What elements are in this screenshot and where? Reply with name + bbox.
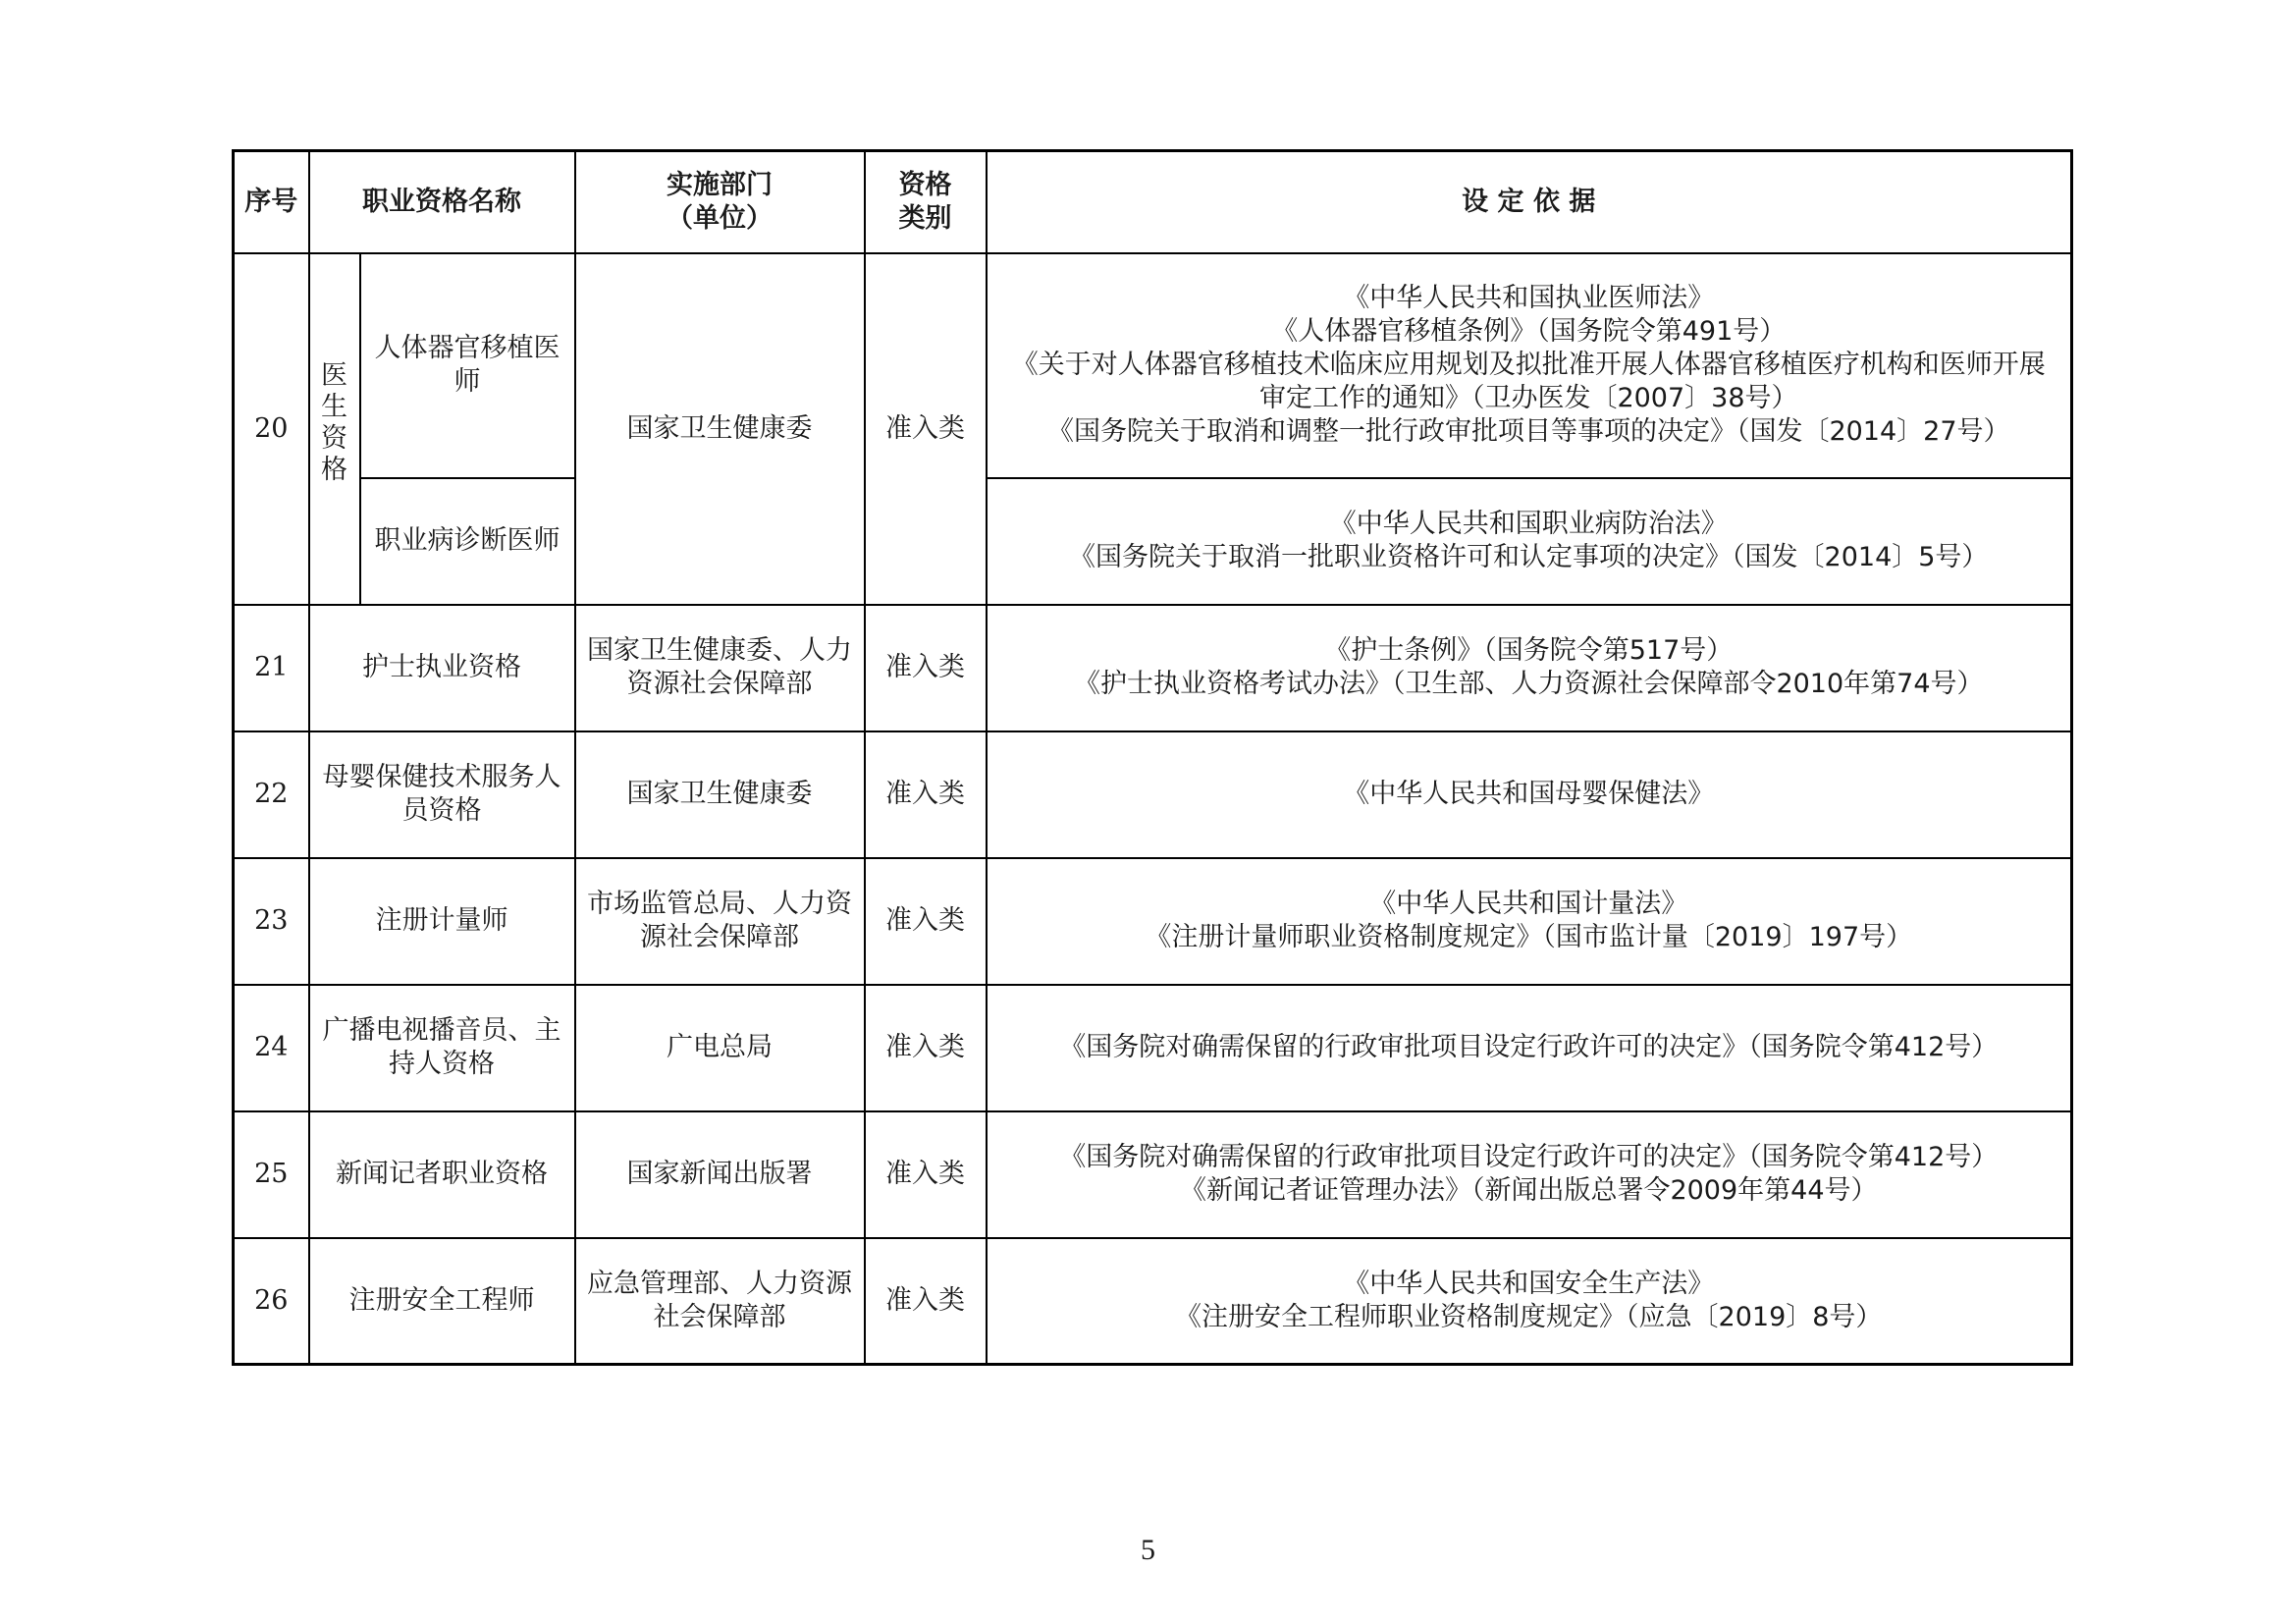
seq-cell: 20 [234, 253, 309, 605]
table-row [234, 858, 2072, 985]
basis-cell: 《国务院对确需保留的行政审批项目设定行政许可的决定》（国务院令第412号） 《新闻记者证管理办法》（新闻出版总署令2009年第44号） [987, 1111, 2072, 1238]
basis-cell: 《中华人民共和国执业医师法》 《人体器官移植条例》（国务院令第491号） 《关于对人体器官移植技术临床应用规划及拟批准开展人体器官移植医疗机构和医师开展 审定工作的通知》（卫办医发〔2007〕38号） 《国务院关于取消和调整一批行政审批项目等事项的决定》（国发〔2014〕27号） [987, 253, 2072, 478]
header-dept-line2: （单位） [667, 202, 773, 234]
header-category [865, 151, 987, 253]
header-basis: 设 定 依 据 [987, 151, 2072, 253]
qualification-table [232, 149, 2073, 1366]
name-cell: 职业病诊断医师 [360, 478, 575, 605]
seq-cell: 24 [234, 985, 309, 1111]
basis-cell: 《中华人民共和国母婴保健法》 [987, 731, 2072, 858]
header-cat-line2: 类别 [898, 202, 952, 234]
name-cell: 人体器官移植医 师 [360, 253, 575, 478]
dept-cell: 广电总局 [575, 985, 865, 1111]
category-cell: 准入类 [865, 1111, 987, 1238]
table-header-row [234, 151, 2072, 253]
table-row [234, 1238, 2072, 1365]
category-cell: 准入类 [865, 253, 987, 605]
category-cell: 准入类 [865, 985, 987, 1111]
category-cell: 准入类 [865, 731, 987, 858]
group-label-cell [309, 253, 360, 605]
dept-cell: 国家卫生健康委 [575, 253, 865, 605]
category-cell: 准入类 [865, 858, 987, 985]
dept-cell: 应急管理部、人力资源 社会保障部 [575, 1238, 865, 1365]
table-row-20b [234, 478, 2072, 605]
name-cell: 新闻记者职业资格 [309, 1111, 575, 1238]
group-label: 医 生 资 格 [321, 359, 347, 485]
seq-cell: 26 [234, 1238, 309, 1365]
dept-cell: 市场监管总局、人力资 源社会保障部 [575, 858, 865, 985]
table-row [234, 1111, 2072, 1238]
name-cell: 广播电视播音员、主 持人资格 [309, 985, 575, 1111]
header-cat-line1: 资格 [898, 169, 952, 200]
seq-cell: 22 [234, 731, 309, 858]
dept-cell: 国家卫生健康委 [575, 731, 865, 858]
seq-cell: 25 [234, 1111, 309, 1238]
table-row-20a [234, 253, 2072, 478]
seq-cell: 23 [234, 858, 309, 985]
basis-cell: 《护士条例》（国务院令第517号） 《护士执业资格考试办法》（卫生部、人力资源社会保障部令2010年第74号） [987, 605, 2072, 731]
name-cell: 注册安全工程师 [309, 1238, 575, 1365]
category-cell: 准入类 [865, 605, 987, 731]
basis-cell: 《中华人民共和国安全生产法》 《注册安全工程师职业资格制度规定》（应急〔2019〕8号） [987, 1238, 2072, 1365]
seq-cell: 21 [234, 605, 309, 731]
category-cell: 准入类 [865, 1238, 987, 1365]
name-cell: 母婴保健技术服务人 员资格 [309, 731, 575, 858]
dept-cell: 国家卫生健康委、人力 资源社会保障部 [575, 605, 865, 731]
name-cell: 注册计量师 [309, 858, 575, 985]
basis-cell: 《国务院对确需保留的行政审批项目设定行政许可的决定》（国务院令第412号） [987, 985, 2072, 1111]
header-seq: 序号 [234, 151, 309, 253]
header-name: 职业资格名称 [309, 151, 575, 253]
header-dept-line1: 实施部门 [667, 169, 773, 200]
table-row [234, 731, 2072, 858]
table-row [234, 605, 2072, 731]
name-cell: 护士执业资格 [309, 605, 575, 731]
dept-cell: 国家新闻出版署 [575, 1111, 865, 1238]
page-number: 5 [1141, 1534, 1155, 1566]
basis-cell: 《中华人民共和国计量法》 《注册计量师职业资格制度规定》（国市监计量〔2019〕197号） [987, 858, 2072, 985]
table-row [234, 985, 2072, 1111]
header-dept [575, 151, 865, 253]
basis-cell: 《中华人民共和国职业病防治法》 《国务院关于取消一批职业资格许可和认定事项的决定》（国发〔2014〕5号） [987, 478, 2072, 605]
